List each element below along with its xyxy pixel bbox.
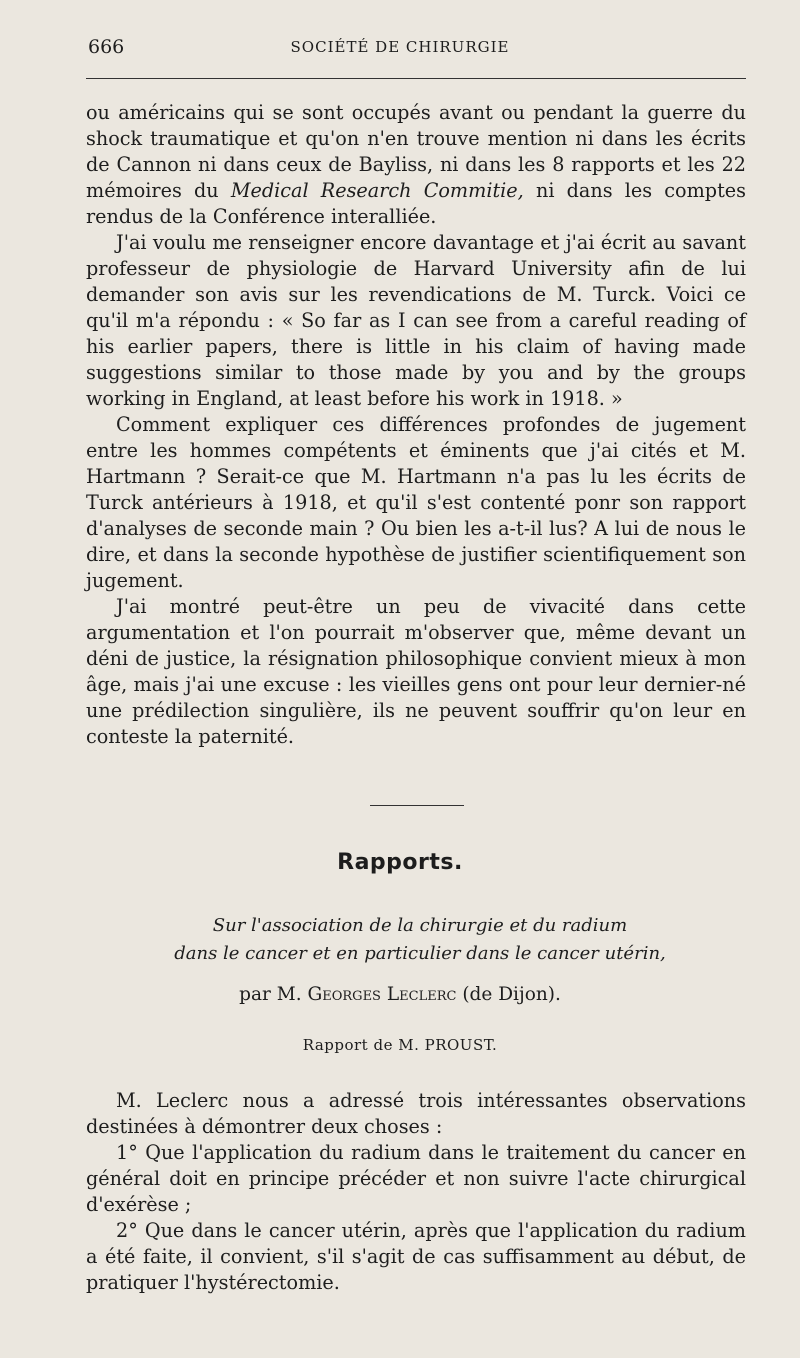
paragraph-1-text: ou américains qui se sont occupés avant ou pendant la guerre du shock traumatique et qu'on n'en trouve mention ni dans les écrits de Cannon ni dans ceux de Bayliss, ni dans les 8 rapports et les 22 mémoires du xyxy=(86,101,746,202)
report-title-line-1: Sur l'association de la chirurgie et du radium xyxy=(212,915,628,936)
section-heading: Rapports. xyxy=(337,850,463,875)
author-prefix: par M. xyxy=(239,984,308,1005)
author-suffix: (de Dijon). xyxy=(456,984,561,1005)
page-number: 666 xyxy=(88,36,125,58)
paragraph-2: J'ai voulu me renseigner encore davantage et j'ai écrit au savant professeur de physiologie de Harvard University afin de lui demander son avis sur les revendications de M. Turck. Voici ce qu'il m'a répondu : « So far as I can see from a careful reading of his earlier papers, there is little in his claim of having made suggestions similar to those made by you and by the groups working in England, at least before his work in 1918. » xyxy=(86,231,746,410)
paragraph-4: J'ai montré peut-être un peu de vivacité dans cette argumentation et l'on pourrait m'observer que, même devant un déni de justice, la résignation philosophique convient mieux à mon âge, mais j'ai une excuse : les vieilles gens ont pour leur dernier-né une prédilection singulière, ils ne peuvent souffrir qu'on leur en conteste la paternité. xyxy=(86,595,746,748)
report-title-line-2: dans le cancer et en particulier dans le cancer utérin, xyxy=(174,943,666,964)
report-title xyxy=(100,912,740,968)
report-author xyxy=(0,984,800,1005)
report-text xyxy=(86,1088,746,1296)
paragraph-1-end: ni dans les comptes rendus de la Conférence interalliée. xyxy=(86,179,746,228)
report-paragraph-1: M. Leclerc nous a adressé trois intéressantes observations destinées à démontrer deux choses : xyxy=(86,1089,746,1138)
report-paragraph-3: 2° Que dans le cancer utérin, après que l'application du radium a été faite, il convient, s'il s'agit de cas suffisamment au début, de pratiquer l'hystérectomie. xyxy=(86,1219,746,1294)
body-text xyxy=(86,100,746,750)
report-paragraph-2: 1° Que l'application du radium dans le traitement du cancer en général doit en principe précéder et non suivre l'acte chirurgical d'exérèse ; xyxy=(86,1141,746,1216)
section-divider xyxy=(370,805,464,806)
paragraph-1 xyxy=(86,100,746,230)
running-head xyxy=(0,36,800,60)
running-title: SOCIÉTÉ DE CHIRURGIE xyxy=(290,38,510,56)
reporter-line: Rapport de M. PROUST. xyxy=(302,1036,498,1054)
header-rule xyxy=(86,78,746,79)
author-name: Georges Leclerc xyxy=(307,984,457,1005)
paragraph-1-italic: Medical Research Commitie, xyxy=(230,179,524,202)
paragraph-3: Comment expliquer ces différences profondes de jugement entre les hommes compétents et éminents que j'ai cités et M. Hartmann ? Serait-ce que M. Hartmann n'a pas lu les écrits de Turck antérieurs à 1918, et qu'il s'est contenté ponr son rapport d'analyses de seconde main ? Ou bien les a-t-il lus? A lui de nous le dire, et dans la seconde hypothèse de justifier scientifiquement son jugement. xyxy=(86,413,746,592)
